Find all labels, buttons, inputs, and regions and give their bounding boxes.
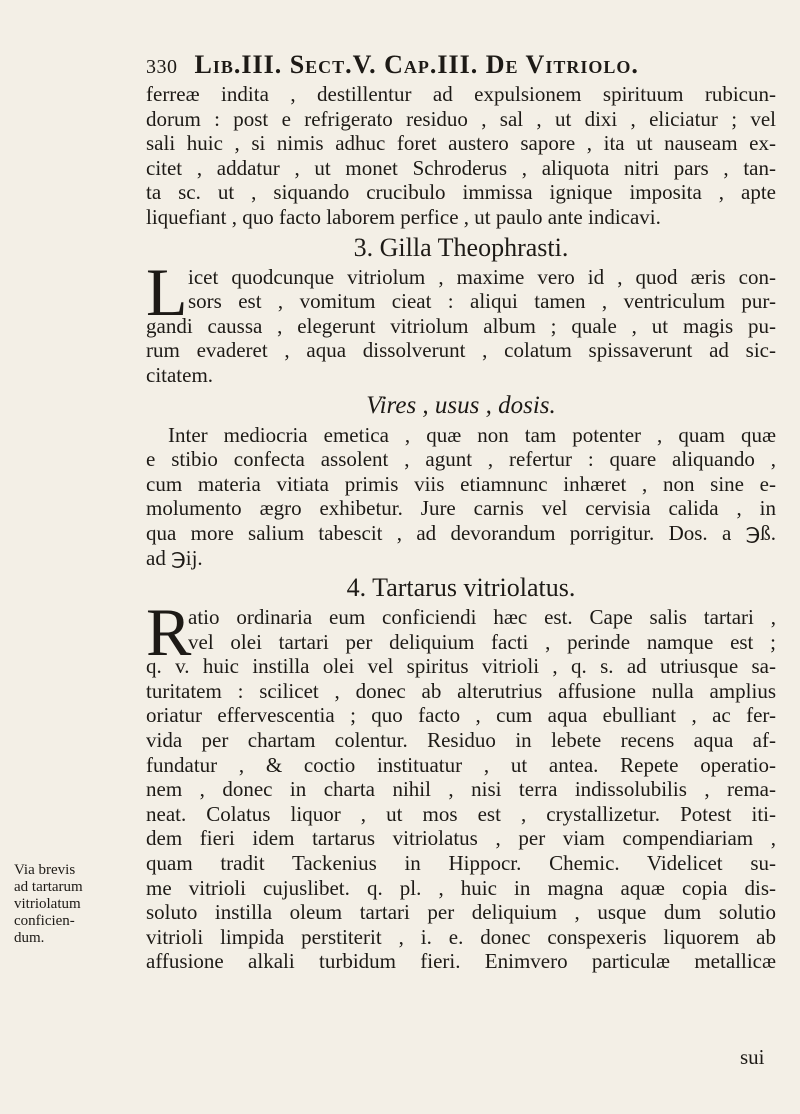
text-line: citet , addatur , ut monet Schroderus , aliquota nitri pars , tan- xyxy=(146,155,776,180)
text-line: sors est , vomitum cieat : aliqui tamen , ventriculum pur- xyxy=(188,289,776,314)
text-line: icet quodcunque vitriolum , maxime vero id , quod æris con- xyxy=(188,264,776,289)
text-line: nem , donec in charta nihil , nisi terra indissolubilis , rema- xyxy=(146,777,776,802)
paragraph-4 xyxy=(146,594,776,974)
text-line: quam tradit Tackenius in Hippocr. Chemic. Videlicet su- xyxy=(146,851,776,876)
text-line: liquefiant , quo facto laborem perfice , ut paulo ante indicavi. xyxy=(146,204,661,229)
section-heading-3: 3. Gilla Theophrasti. xyxy=(353,232,569,262)
text-line: ad ℈ij. xyxy=(146,545,203,570)
text-line: rum evaderet , aqua dissolverunt , colatum spissaverunt ad sic- xyxy=(146,338,776,363)
text-line: vida per chartam colentur. Residuo in lebete recens aqua af- xyxy=(146,728,776,753)
text-line: soluto instilla oleum tartari per deliquium , usque dum solutio xyxy=(146,900,776,925)
text-line: oriatur effervescentia ; quo facto , cum aqua ebulliant , ac fer- xyxy=(146,703,776,728)
text-line: me vitrioli cujuslibet. q. pl. , huic in magna aquæ copia dis- xyxy=(146,875,776,900)
text-line: neat. Colatus liquor , ut mos est , crystallizetur. Potest iti- xyxy=(146,801,776,826)
text-line: cum materia vitiata primis viis etiamnunc inhæret , non sine e- xyxy=(146,471,776,496)
text-line: dem fieri idem tartarus vitriolatus , per viam compendiariam , xyxy=(146,826,776,851)
text-line: affusione alkali turbidum fieri. Enimvero particulæ metallicæ xyxy=(146,949,776,974)
page-header xyxy=(146,50,776,82)
margin-note-line: vitriolatum xyxy=(14,896,81,912)
text-line: ta sc. ut , siquando crucibulo immissa ignique imposita , apte xyxy=(146,180,776,205)
margin-note-line: Via brevis xyxy=(14,862,76,878)
text-line: ferreæ indita , destillentur ad expulsionem spirituum rubicun- xyxy=(146,82,776,106)
text-line: turitatem : scilicet , donec ab alterutrius affusione nulla amplius xyxy=(146,678,776,703)
subheading-vires: Vires , usus , dosis. xyxy=(366,391,556,419)
text-line: vel olei tartari per deliquium facti , perinde namque est ; xyxy=(188,629,776,654)
text-line: molumento ægro exhibetur. Jure carnis vel cervisia calida , in xyxy=(146,496,776,521)
paragraph-3 xyxy=(146,423,776,571)
text-line: qua more salium tabescit , ad devorandum porrigitur. Dos. a ℈ß. xyxy=(146,520,776,545)
main-text xyxy=(146,82,776,974)
catchword: sui xyxy=(740,1045,765,1069)
margin-note xyxy=(14,862,134,947)
margin-note-line: ad tartarum xyxy=(14,879,83,895)
text-line: dorum : post e refrigerato residuo , sal , ut dixi , eliciatur ; vel xyxy=(146,106,776,131)
text-line: gandi caussa , elegerunt vitriolum album ; quale , ut magis pu- xyxy=(146,313,776,338)
text-line: sali huic , si nimis adhuc foret austero sapore , ita ut nauseam ex- xyxy=(146,131,776,156)
margin-note-line: conficien- xyxy=(14,913,75,929)
margin-note-line: dum. xyxy=(14,930,45,946)
text-line: q. v. huic instilla olei vel spiritus vitrioli , q. s. ad utriusque sa- xyxy=(146,654,776,679)
text-line: vitrioli limpida perstiterit , i. e. donec conspexeris liquorem ab xyxy=(146,924,776,949)
text-line: fundatur , & coctio instituatur , ut antea. Repete operatio- xyxy=(146,752,776,777)
drop-cap: L xyxy=(146,253,188,330)
text-line: Inter mediocria emetica , quæ non tam potenter , quam quæ xyxy=(168,422,776,447)
section-heading-4: 4. Tartarus vitriolatus. xyxy=(346,573,576,603)
text-line: atio ordinaria eum conficiendi hæc est. Cape salis tartari , xyxy=(188,605,776,630)
drop-cap: R xyxy=(146,594,192,671)
page-number: 330 xyxy=(146,56,178,78)
text-line: citatem. xyxy=(146,362,214,387)
text-line: e stibio confecta assolent , agunt , refertur : quare aliquando , xyxy=(146,447,776,472)
paragraph-2 xyxy=(146,253,776,388)
paragraph-1 xyxy=(146,82,776,230)
running-title: Lib.III. Sect.V. Cap.III. De Vitriolo. xyxy=(194,50,639,79)
